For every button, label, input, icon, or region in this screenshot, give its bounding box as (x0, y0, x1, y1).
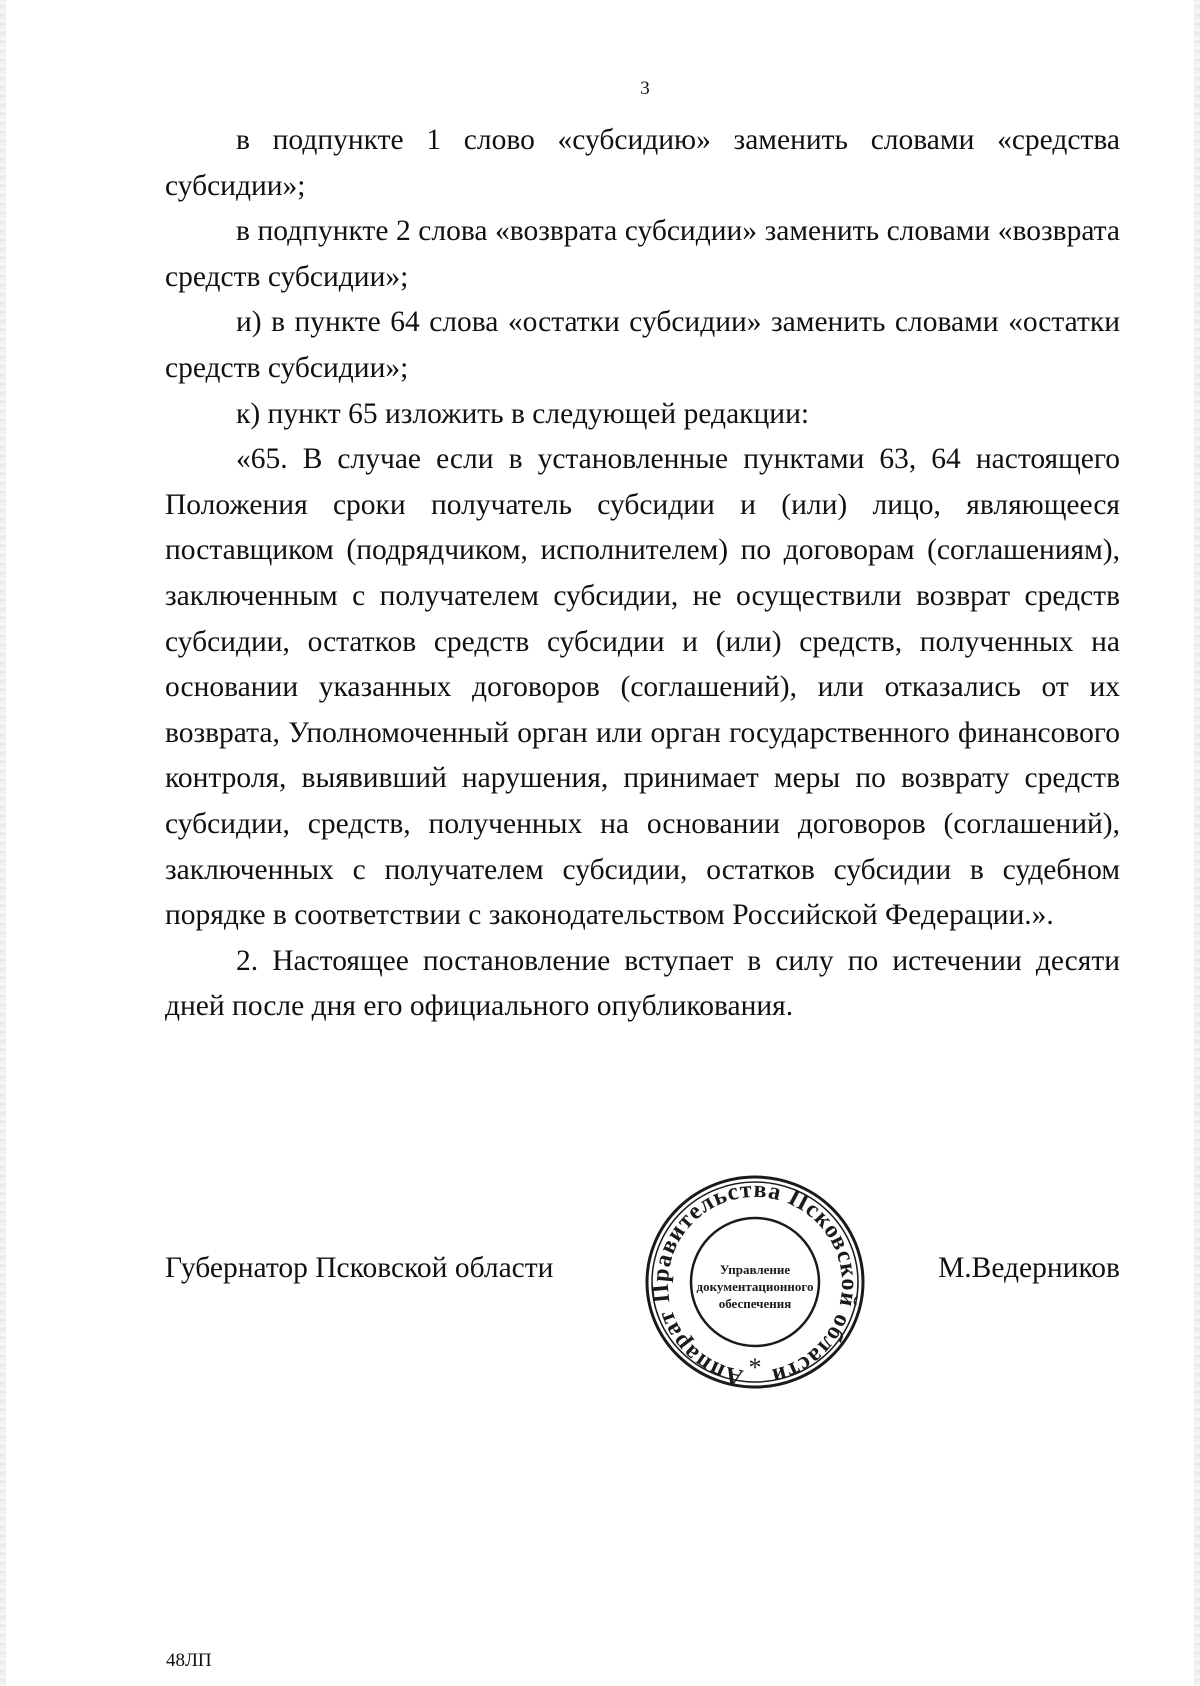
official-seal-stamp (643, 1173, 867, 1391)
signatory-name: М.Ведерников (938, 1252, 1120, 1284)
paragraph-item-k: к) пункт 65 изложить в следующей редакции: (236, 397, 810, 430)
seal-star-icon: * (748, 1353, 762, 1382)
seal-inner-line-2: документационного (696, 1279, 814, 1294)
signatory-position: Губернатор Псковской области (165, 1252, 554, 1284)
paragraph-item-i: и) в пункте 64 слова «остатки субсидии» заменить словами «остатки средств субсидии»; (165, 306, 1120, 384)
document-body (165, 118, 1120, 1030)
paragraph-point-65: «65. В случае если в установленные пунктами 63, 64 настоящего Положения сроки получатель субсидии и (или) лицо, являющееся поставщиком (подрядчиком, исполнителем) по договорам (соглашениям), заключенным с получателем субсидии, не осуществили возврат средств субсидии, остатков средств субсидии и (или) средств, полученных на основании указанных договоров (соглашений), или отказались от их возврата, Уполномоченный орган или орган государственного финансового контроля, выявивший нарушения, принимает меры по возврату средств субсидии, средств, полученных на основании договоров (соглашений), заключенных с получателем субсидии, остатков субсидии в судебном порядке в соответствии с законодательством Российской Федерации.». (165, 443, 1120, 932)
paragraph-subpoint-2: в подпункте 2 слова «возврата субсидии» заменить словами «возврата средств субсидии»; (165, 215, 1120, 293)
seal-inner-line-1: Управление (719, 1262, 791, 1277)
seal-inner-line-3: обеспечения (718, 1296, 792, 1311)
paragraph-subpoint-1: в подпункте 1 слово «субсидию» заменить словами «средства субсидии»; (165, 124, 1120, 202)
paragraph-effective-date: 2. Настоящее постановление вступает в силу по истечении десяти дней после дня его официального опубликования. (165, 944, 1120, 1023)
scan-edge-left (0, 0, 6, 1686)
document-code: 48ЛП (166, 1650, 212, 1671)
page-number: 3 (640, 78, 650, 99)
seal-outer-text: Аппарат Правительства Псковской области (647, 1176, 863, 1391)
scan-edge-right (1194, 0, 1200, 1686)
